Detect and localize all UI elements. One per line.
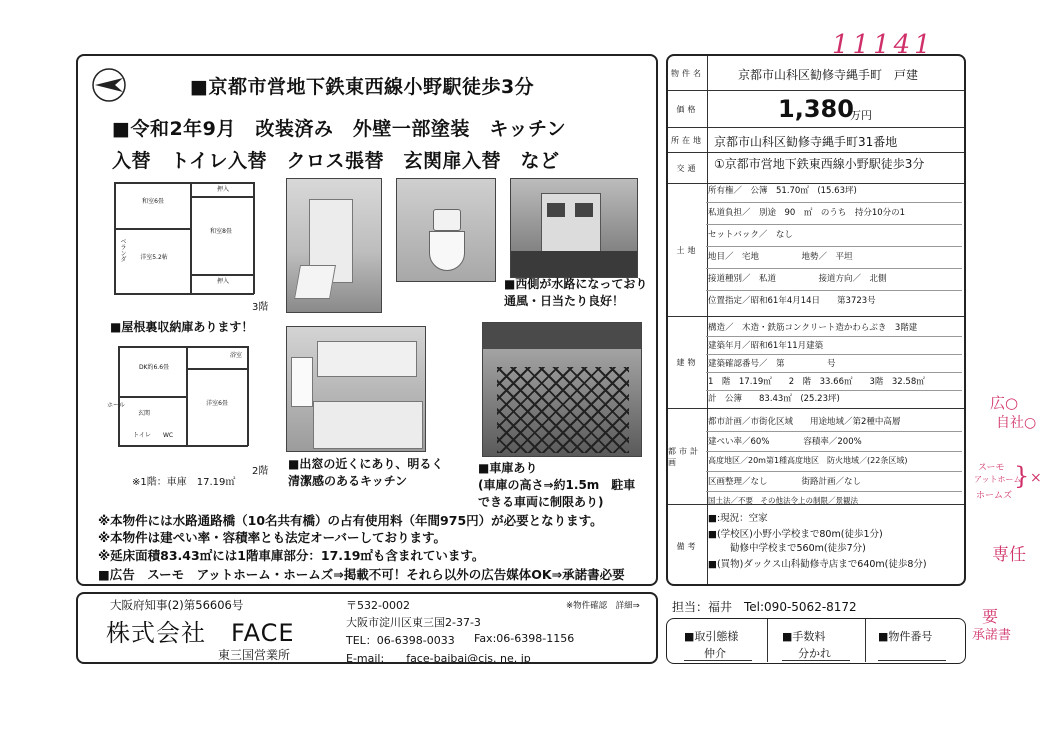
headline-renovation: ■令和2年9月 改装済み 外壁一部塗装 キッチン	[112, 118, 567, 140]
room-label: 押入	[216, 278, 229, 285]
row-transport: 交通 ①京都市営地下鉄東西線小野駅徒歩3分	[668, 153, 964, 184]
exterior-photo	[510, 178, 638, 278]
property-number-label: ■物件番号	[878, 630, 933, 643]
row-building: 建物	[668, 317, 964, 409]
room-label: ベランダ	[119, 238, 126, 262]
plan-1f-caption: ※1階：車庫 17.19㎡	[132, 477, 236, 488]
company-tel: TEL：06-6398-0033	[346, 634, 455, 647]
contact-person: 担当：福井 Tel:090-5062-8172	[672, 600, 857, 614]
row-name: 物件名 京都市山科区勧修寺縄手町 戸建	[668, 56, 964, 91]
row-address: 所在地 京都市山科区勧修寺縄手町31番地	[668, 128, 964, 153]
company-email[interactable]: E-mail: face-baibai@cjs. ne. jp	[346, 652, 531, 665]
confirm-details-note: ※物件確認 詳細⇒	[566, 601, 640, 611]
company-fax: Fax:06-6398-1156	[474, 632, 575, 645]
attic-note: ■屋根裏収納庫あります！	[110, 320, 254, 334]
handwritten-note: アットホーム	[974, 475, 1022, 484]
room-label: 和室6畳	[142, 198, 164, 205]
company-name: 株式会社 FACE	[106, 619, 295, 647]
room-label: 玄関	[137, 410, 150, 417]
branch-name: 東三国営業所	[218, 648, 291, 662]
transaction-type-value: 仲介	[704, 647, 726, 660]
handwritten-note: 承諾書	[972, 628, 1012, 643]
headline-station: ■京都市営地下鉄東西線小野駅徒歩3分	[190, 76, 535, 98]
room-label: 洋室5.2帖	[140, 254, 168, 261]
toilet-photo	[396, 178, 496, 282]
plan-3f-label: 3階	[252, 302, 269, 313]
handwritten-note: ホームズ	[976, 491, 1013, 501]
note-bridge-fee: ※本物件には水路通路橋（10名共有橋）の占有使用料（年間975円）が必要となります。	[98, 513, 603, 528]
garage-caption: ■車庫あり (車庫の高さ⇒約1.5m 駐車 できる車両に制限あり)	[478, 461, 636, 509]
transaction-type-label: ■取引態様	[684, 630, 739, 643]
company-address: 大阪市淀川区東三国2-37-3	[346, 616, 481, 629]
postal-code: 〒532-0002	[346, 599, 410, 612]
room-label: WC	[162, 432, 174, 439]
handwritten-number: 11141	[832, 30, 935, 60]
room-label: トイレ	[133, 432, 151, 439]
row-remarks: 備考	[668, 505, 964, 586]
note-advertising: ■広告 スーモ アットホーム・ホームズ⇒掲載不可！それら以外の広告媒体OK⇒承諾書必要	[98, 567, 625, 582]
room-label: ホール	[107, 402, 125, 409]
row-price: 価格 1,380 万円	[668, 91, 964, 128]
row-land: 土地	[668, 184, 964, 317]
compass-icon	[90, 66, 128, 104]
garage-photo	[482, 322, 642, 457]
room-label: DK約6.6畳	[138, 364, 170, 371]
headline-renovation-2: 入替 トイレ入替 クロス張替 玄関扉入替 など	[112, 150, 560, 172]
note-coverage-over: ※本物件は建ぺい率・容積率とも法定オーバーしております。	[98, 530, 447, 545]
west-caption: ■西側が水路になっており 通風・日当たり良好！	[504, 277, 648, 308]
handwritten-note: スーモ	[978, 463, 1005, 473]
washroom-photo	[286, 178, 382, 313]
floor-plan-2f	[106, 340, 256, 460]
handwritten-note: ×	[1030, 470, 1042, 486]
room-label: 和室8畳	[210, 228, 232, 235]
license-number: 大阪府知事(2)第56606号	[110, 598, 244, 612]
commission-value: 分かれ	[798, 647, 831, 660]
room-label: 浴室	[229, 352, 242, 359]
kitchen-caption: ■出窓の近くにあり、明るく 清潔感のあるキッチン	[288, 457, 444, 488]
room-label: 洋室6畳	[206, 400, 228, 407]
handwritten-note: 専任	[992, 545, 1026, 565]
row-urban: 都市計画	[668, 409, 964, 505]
commission-label: ■手数料	[782, 630, 826, 643]
handwritten-note: 自社○	[996, 415, 1037, 431]
floor-plan-3f	[108, 178, 258, 310]
kitchen-photo	[286, 326, 426, 452]
handwritten-note: 要	[982, 607, 999, 626]
plan-2f-label: 2階	[252, 466, 269, 477]
handwritten-note: 広○	[990, 394, 1019, 412]
property-spec-table	[666, 54, 966, 586]
note-floor-area: ※延床面積83.43㎡には1階車庫部分：17.19㎡も含まれています。	[98, 548, 485, 563]
room-label: 押入	[216, 186, 229, 193]
handwritten-note: }	[1014, 462, 1030, 490]
